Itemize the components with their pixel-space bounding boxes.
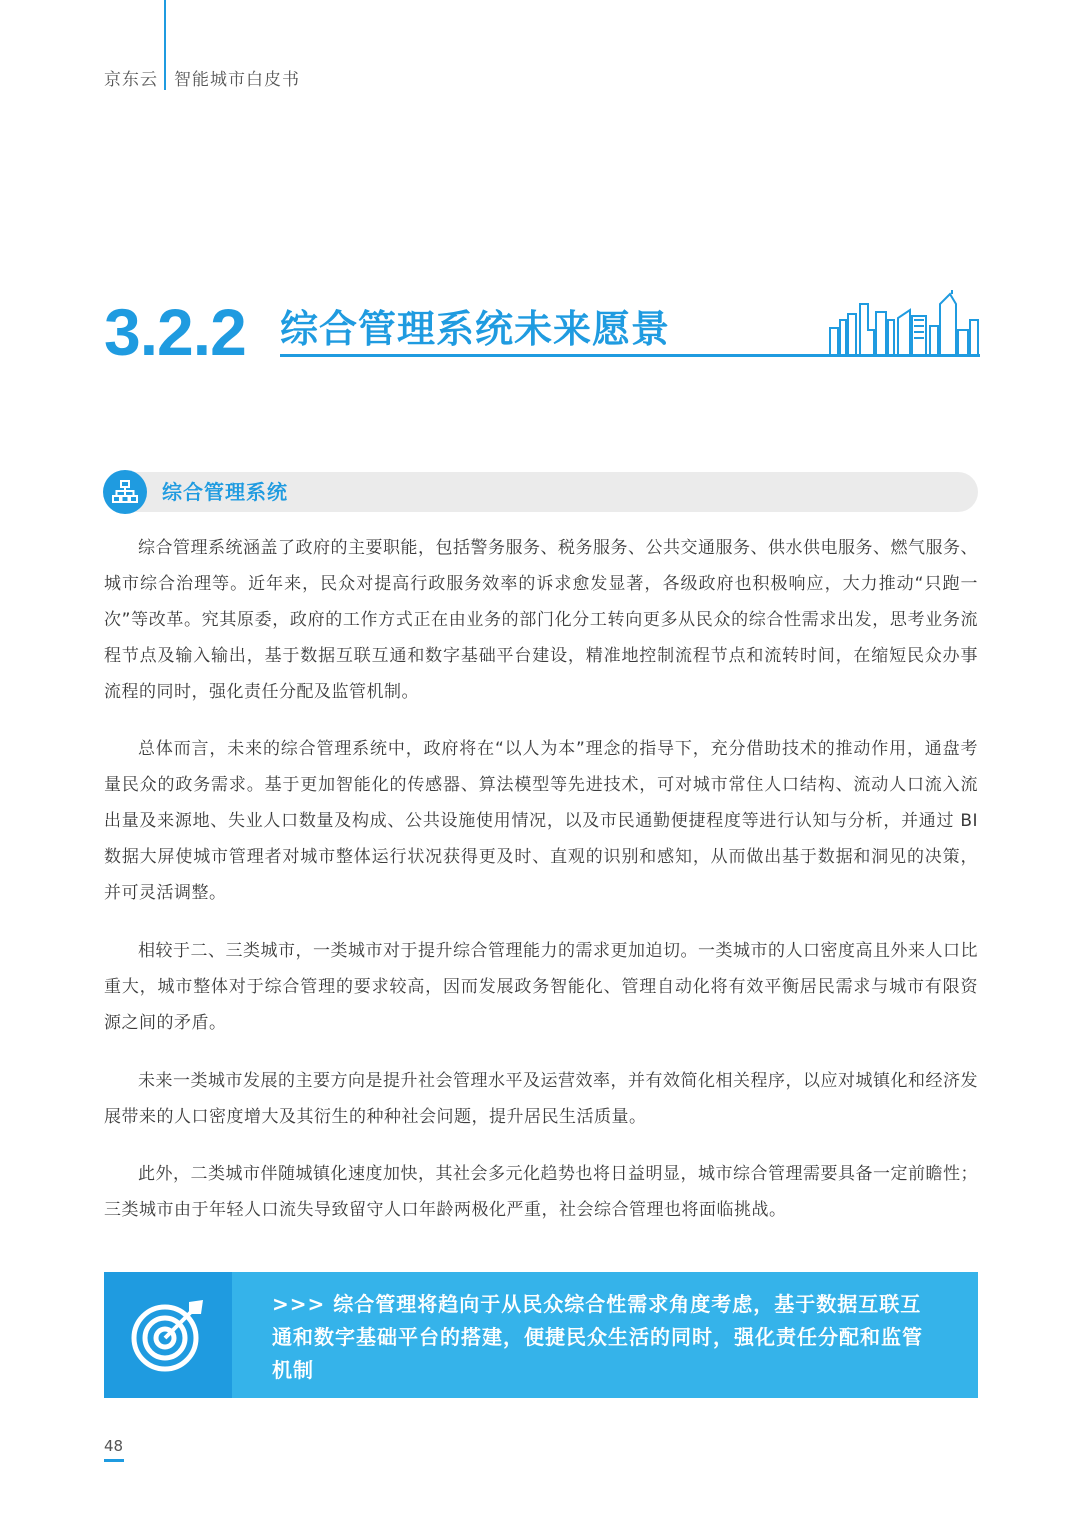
paragraph: 相较于二、三类城市，一类城市对于提升综合管理能力的需求更加迫切。一类城市的人口密度高且外来人口比重大，城市整体对于综合管理的要求较高，因而发展政务智能化、管理自动化将有效平衡居民需求与城市有限资源之间的矛盾。 <box>104 941 978 1033</box>
paragraph-4-block <box>104 1063 978 1135</box>
page-number: 48 <box>104 1437 124 1455</box>
section-number: 3.2.2 <box>104 295 246 369</box>
org-chart-icon <box>103 470 147 514</box>
header-doc-title: 智能城市白皮书 <box>174 70 300 90</box>
key-point-callout <box>104 1272 978 1398</box>
paragraph-2-block <box>104 731 978 911</box>
header-brand: 京东云 <box>104 70 158 90</box>
header-divider-line <box>164 0 166 90</box>
paragraph: 未来一类城市发展的主要方向是提升社会管理水平及运营效率，并有效简化相关程序，以应对城镇化和经济发展带来的人口密度增大及其衍生的种种社会问题，提升居民生活质量。 <box>104 1071 978 1127</box>
paragraph-1-block <box>104 530 978 710</box>
paragraph: 综合管理系统涵盖了政府的主要职能，包括警务服务、税务服务、公共交通服务、供水供电服务、燃气服务、城市综合治理等。近年来，民众对提高行政服务效率的诉求愈发显著，各级政府也积极响应，大力推动“只跑一次”等改革。究其原委，政府的工作方式正在由业务的部门化分工转向更多从民众的综合性需求出发，思考业务流程节点及输入输出，基于数据互联互通和数字基础平台建设，精准地控制流程节点和流转时间，在缩短民众办事流程的同时，强化责任分配及监管机制。 <box>104 538 978 702</box>
paragraph: 总体而言，未来的综合管理系统中，政府将在“以人为本”理念的指导下，充分借助技术的推动作用，通盘考量民众的政务需求。基于更加智能化的传感器、算法模型等先进技术，可对城市常住人口结构、流动人口流入流出量及来源地、失业人口数量及构成、公共设施使用情况，以及市民通勤便捷程度等进行认知与分析，并通过 BI 数据大屏使城市管理者对城市整体运行状况获得更及时、直观的识别和感知，从而做出基于数据和洞见的决策，并可灵活调整。 <box>104 739 978 903</box>
city-skyline-icon <box>828 290 983 358</box>
paragraph: 此外，二类城市伴随城镇化速度加快，其社会多元化趋势也将日益明显，城市综合管理需要具备一定前瞻性；三类城市由于年轻人口流失导致留守人口年龄两极化严重，社会综合管理也将面临挑战。 <box>104 1164 978 1220</box>
page-number-underline <box>104 1459 124 1462</box>
paragraph-3-block <box>104 933 978 1041</box>
subsection-title: 综合管理系统 <box>162 480 288 504</box>
target-icon <box>104 1272 232 1398</box>
paragraph-5-block <box>104 1156 978 1228</box>
callout-text: >>> 综合管理将趋向于从民众综合性需求角度考虑，基于数据互联互通和数字基础平台的搭建，便捷民众生活的同时，强化责任分配和监管机制 <box>272 1292 923 1382</box>
section-title: 综合管理系统未来愿景 <box>280 307 671 351</box>
